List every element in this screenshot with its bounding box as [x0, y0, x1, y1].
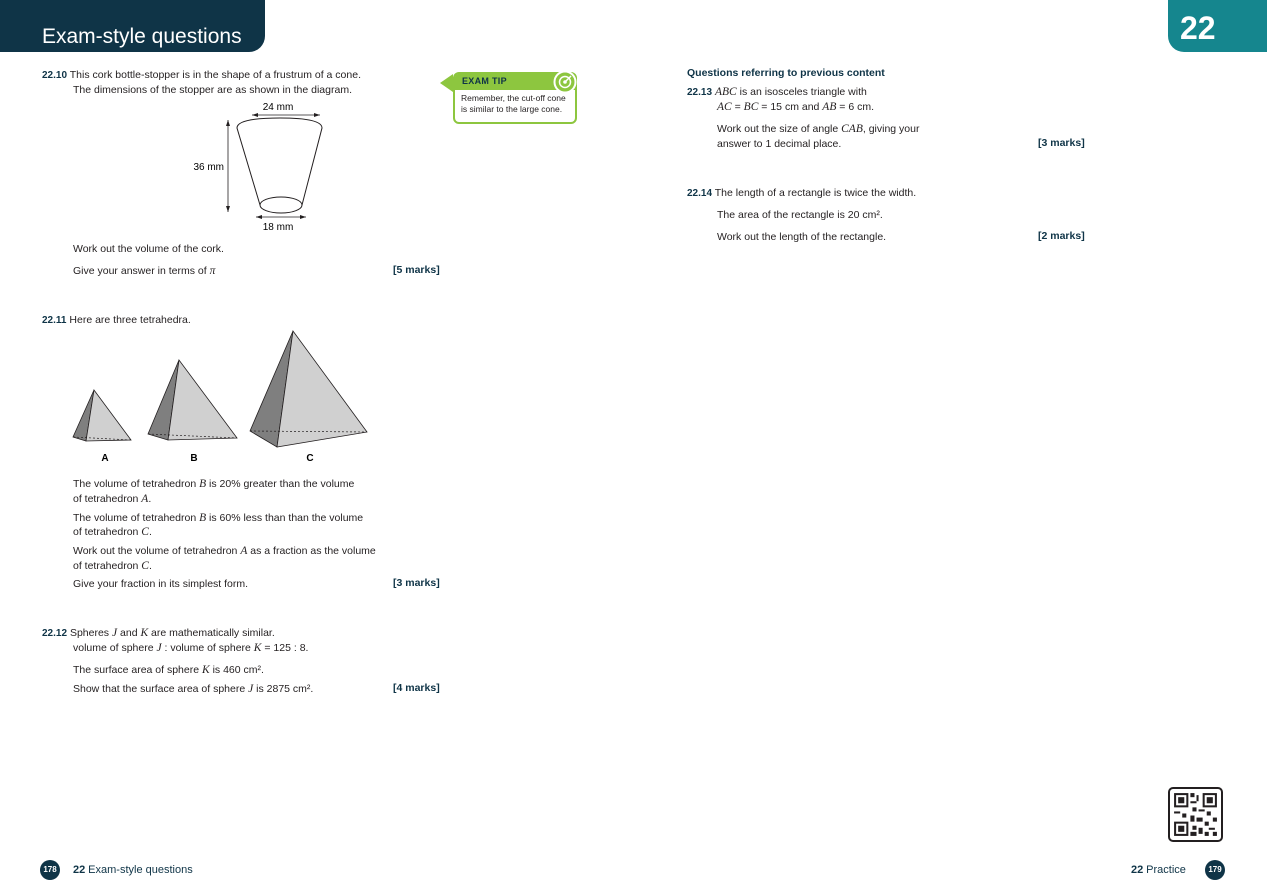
arrow-head [226, 120, 230, 126]
text: = [731, 101, 744, 113]
previous-content-heading: Questions referring to previous content [687, 67, 885, 79]
text: . [148, 493, 152, 505]
question-22-11-p3-line-2 [73, 559, 152, 573]
question-22-11-p2-line-1 [73, 511, 363, 525]
question-22-13-line-1 [687, 85, 867, 100]
text: The volume of tetrahedron [73, 512, 200, 524]
math-a: A [240, 545, 248, 557]
arrow-head [256, 215, 262, 219]
question-22-11-p3-line-1 [73, 544, 376, 558]
question-number: 22.14 [687, 188, 713, 199]
text: : volume of sphere [161, 642, 254, 654]
text: is 460 cm² [209, 664, 262, 676]
math-a: A [141, 493, 149, 505]
math-j: J [248, 683, 254, 695]
target-icon [553, 70, 577, 94]
qr-code[interactable] [1168, 787, 1223, 842]
text: is 60% less than than the volume [206, 512, 364, 524]
math-bc: BC [743, 101, 759, 113]
marks-22-13: [3 marks] [1038, 137, 1085, 149]
math-c: C [141, 526, 149, 538]
text: . [148, 526, 152, 538]
dimension-bottom-label: 18 mm [262, 222, 294, 233]
text: is 20% greater than the volume [206, 478, 355, 490]
question-text: Here are three tetrahedra. [69, 314, 191, 326]
tetrahedron-label-a: A [101, 453, 109, 464]
question-22-11-p2-line-2 [73, 525, 152, 539]
text: of tetrahedron [73, 560, 142, 572]
arrow-head [252, 113, 258, 117]
math-abc: ABC [714, 86, 737, 98]
text: , giving your [862, 123, 920, 135]
text: . [310, 683, 314, 695]
page-number-left: 178 [40, 860, 60, 880]
frustum-base [260, 197, 302, 213]
question-22-14-line-1 [687, 186, 916, 201]
question-22-10-instruction: Work out the volume of the cork. [73, 243, 224, 255]
question-22-11-p1-line-1 [73, 477, 354, 491]
text: is an isosceles triangle with [736, 86, 867, 98]
text: and [117, 627, 141, 639]
math-c: C [141, 560, 149, 572]
tetrahedron-label-c: C [306, 453, 314, 464]
exam-tip-line-1: Remember, the cut-off cone [461, 93, 566, 103]
text: volume of sphere [73, 642, 157, 654]
question-text: This cork bottle-stopper is in the shape of a frustrum of a cone. [69, 69, 361, 81]
text: = 6 cm. [836, 101, 874, 113]
question-22-12-line-4 [73, 682, 313, 696]
marks-22-14: [2 marks] [1038, 230, 1085, 242]
footer-right [1131, 863, 1186, 877]
text: as a fraction as the volume [247, 545, 376, 557]
text: of tetrahedron [73, 526, 142, 538]
text: are mathematically similar. [148, 627, 275, 639]
math-k: K [140, 627, 149, 639]
question-text: The length of a rectangle is twice the width. [714, 187, 917, 199]
text: . [148, 560, 152, 572]
pi-symbol: π [209, 265, 216, 277]
question-22-12-line-2 [73, 641, 308, 655]
footer-text: Practice [1146, 864, 1186, 876]
math-j: J [111, 627, 118, 639]
frustum-diagram [180, 98, 340, 238]
question-22-14-line-2: The area of the rectangle is 20 cm². [717, 209, 883, 221]
footer-left [73, 863, 193, 877]
question-number: 22.12 [42, 628, 68, 639]
dimension-height-label: 36 mm [193, 162, 224, 173]
exam-tip-text [461, 93, 566, 115]
text: Work out the size of angle [717, 123, 842, 135]
question-22-13-line-2 [717, 100, 874, 114]
question-22-10-line-2: The dimensions of the stopper are as shown in the diagram. [73, 84, 352, 96]
page-title: Exam-style questions [42, 25, 242, 48]
text: is 2875 cm² [253, 683, 311, 695]
footer-text: Exam-style questions [88, 864, 193, 876]
text: The surface area of sphere [73, 664, 202, 676]
question-number: 22.10 [42, 70, 68, 81]
text: Spheres [69, 627, 112, 639]
question-number: 22.13 [687, 87, 713, 98]
exam-tip-line-2: is similar to the large cone. [461, 104, 563, 114]
math-j: J [156, 642, 162, 654]
question-22-11-p1-line-2 [73, 492, 151, 506]
arrow-head [300, 215, 306, 219]
math-b: B [199, 478, 207, 490]
marks-22-10: [5 marks] [393, 264, 440, 276]
question-22-13-line-3 [717, 122, 919, 136]
frustum-body [237, 118, 322, 205]
exam-tip-arrow [440, 74, 453, 92]
tetrahedron-b [148, 360, 237, 440]
footer-chapter: 22 [1131, 864, 1144, 876]
math-cab: CAB [841, 123, 863, 135]
text: . [261, 664, 264, 676]
marks-22-11: [3 marks] [393, 577, 440, 589]
math-ab: AB [822, 101, 837, 113]
question-22-12-line-3 [73, 663, 264, 677]
text: The volume of tetrahedron [73, 478, 200, 490]
question-22-10-give-answer [73, 264, 215, 278]
question-22-10-line-1 [42, 68, 361, 83]
text: = 125 : 8. [261, 642, 309, 654]
tetrahedron-label-b: B [190, 453, 198, 464]
math-ac: AC [717, 101, 732, 113]
exam-tip-label: EXAM TIP [462, 76, 507, 86]
footer-chapter: 22 [73, 864, 86, 876]
tetrahedra-diagram [68, 328, 378, 468]
question-22-11-p4: Give your fraction in its simplest form. [73, 578, 249, 590]
question-22-12-line-1 [42, 626, 275, 641]
math-k: K [253, 642, 262, 654]
give-answer-text: Give your answer in terms of [73, 265, 207, 277]
arrow-head [226, 206, 230, 212]
question-number: 22.11 [42, 315, 67, 326]
math-b: B [199, 512, 207, 524]
math-k: K [202, 664, 210, 676]
question-22-11-line-1 [42, 313, 191, 328]
tetrahedron-c [250, 331, 367, 447]
text: = 15 cm and [758, 101, 823, 113]
marks-22-12: [4 marks] [393, 682, 440, 694]
text: of tetrahedron [73, 493, 142, 505]
dimension-top-label: 24 mm [262, 102, 294, 113]
chapter-number: 22 [1180, 10, 1216, 46]
qr-code-icon [1170, 789, 1221, 840]
page-number-right: 179 [1205, 860, 1225, 880]
question-22-14-line-3: Work out the length of the rectangle. [717, 231, 887, 243]
text: Work out the volume of tetrahedron [73, 545, 241, 557]
tetrahedron-a [73, 390, 131, 441]
arrow-head [314, 113, 320, 117]
question-22-13-line-4: answer to 1 decimal place. [717, 138, 842, 150]
text: Show that the surface area of sphere [73, 683, 249, 695]
